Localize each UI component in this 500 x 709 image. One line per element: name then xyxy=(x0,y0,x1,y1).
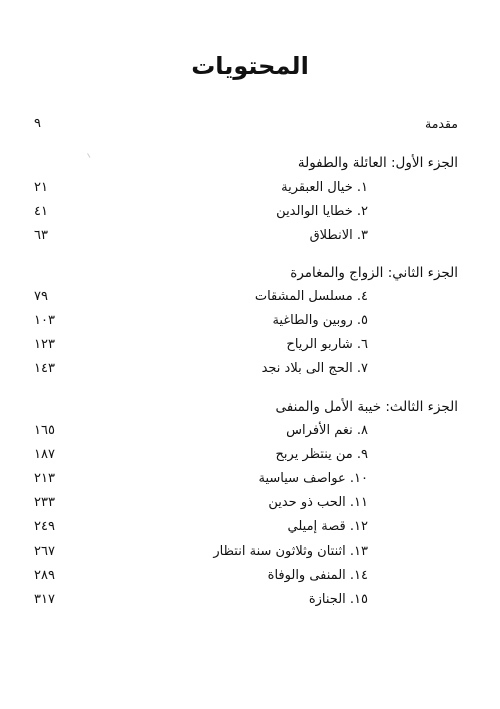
toc-chapter-page: ١٤٣ xyxy=(34,361,55,376)
toc-chapter-row[interactable] xyxy=(34,180,458,202)
toc-chapter-label: ٤. مسلسل المشقات xyxy=(254,289,368,304)
toc-chapter-page: ٢١ xyxy=(34,180,48,195)
toc-chapter-label: ١٤. المنفى والوفاة xyxy=(267,568,368,583)
toc-chapter-label: ١. خيال العبقرية xyxy=(281,180,368,195)
toc-chapter-row[interactable] xyxy=(34,337,458,359)
toc-chapter-row[interactable] xyxy=(34,592,458,614)
toc-chapter-label: ٥. روبين والطاغية xyxy=(272,313,368,328)
toc-chapter-label: ١٣. اثنتان وثلاثون سنة انتظار xyxy=(213,544,368,559)
toc-chapter-page: ٢٨٩ xyxy=(34,568,55,583)
toc-chapter-label: ١١. الحب ذو حدين xyxy=(268,495,368,510)
toc-chapter-row[interactable] xyxy=(34,361,458,383)
toc-chapter-page: ١٢٣ xyxy=(34,337,55,352)
toc-chapter-row[interactable] xyxy=(34,423,458,445)
toc-chapter-page: ٣١٧ xyxy=(34,592,55,607)
toc-chapter-label: ١٥. الجنازة xyxy=(308,592,368,607)
toc-part-title: الجزء الثالث: خيبة الأمل والمنفى xyxy=(275,399,458,415)
toc-intro-page: ٩ xyxy=(34,116,41,131)
toc-chapter-page: ٦٣ xyxy=(34,228,48,243)
toc-chapter-label: ١٠. عواصف سياسية xyxy=(258,471,368,486)
toc-chapter-row[interactable] xyxy=(34,447,458,469)
toc-part-title: الجزء الأول: العائلة والطفولة xyxy=(297,155,458,171)
toc-chapter-label: ٦. شاربو الرياح xyxy=(286,337,368,352)
toc-chapter-label: ٩. من ينتظر يربح xyxy=(275,447,368,462)
toc-chapter-row[interactable] xyxy=(34,544,458,566)
toc-part-heading xyxy=(34,399,458,421)
toc-intro-label: مقدمة xyxy=(425,116,458,131)
toc-chapter-page: ١٦٥ xyxy=(34,423,55,438)
toc-chapter-label: ٨. نغم الأفراس xyxy=(286,423,368,438)
toc-chapter-page: ٢٦٧ xyxy=(34,544,55,559)
toc-chapter-label: ٧. الحج الى بلاد نجد xyxy=(261,361,368,376)
toc-chapter-row[interactable] xyxy=(34,204,458,226)
toc-chapter-row[interactable] xyxy=(34,495,458,517)
toc-chapter-page: ١٨٧ xyxy=(34,447,55,462)
toc-chapter-page: ٧٩ xyxy=(34,289,48,304)
page-title: المحتويات xyxy=(191,52,309,80)
toc-part-title: الجزء الثاني: الزواج والمغامرة xyxy=(290,265,458,281)
toc-chapter-page: ٢٣٣ xyxy=(34,495,55,510)
toc-chapter-row[interactable] xyxy=(34,519,458,541)
toc-chapter-label: ٢. خطايا الوالدين xyxy=(276,204,368,219)
toc-intro-row[interactable] xyxy=(34,116,458,138)
toc-chapter-row[interactable] xyxy=(34,313,458,335)
toc-chapter-row[interactable] xyxy=(34,289,458,311)
toc-chapter-page: ٢٤٩ xyxy=(34,519,55,534)
toc-chapter-row[interactable] xyxy=(34,568,458,590)
toc-chapter-label: ٣. الانطلاق xyxy=(309,228,368,243)
toc-part-heading xyxy=(34,155,458,177)
toc-chapter-row[interactable] xyxy=(34,471,458,493)
toc-chapter-row[interactable] xyxy=(34,228,458,250)
toc-chapter-page: ١٠٣ xyxy=(34,313,55,328)
toc-chapter-label: ١٢. قصة إميلي xyxy=(287,519,368,534)
toc-chapter-page: ٤١ xyxy=(34,204,48,219)
toc-chapter-page: ٢١٣ xyxy=(34,471,55,486)
toc-part-heading xyxy=(34,265,458,287)
